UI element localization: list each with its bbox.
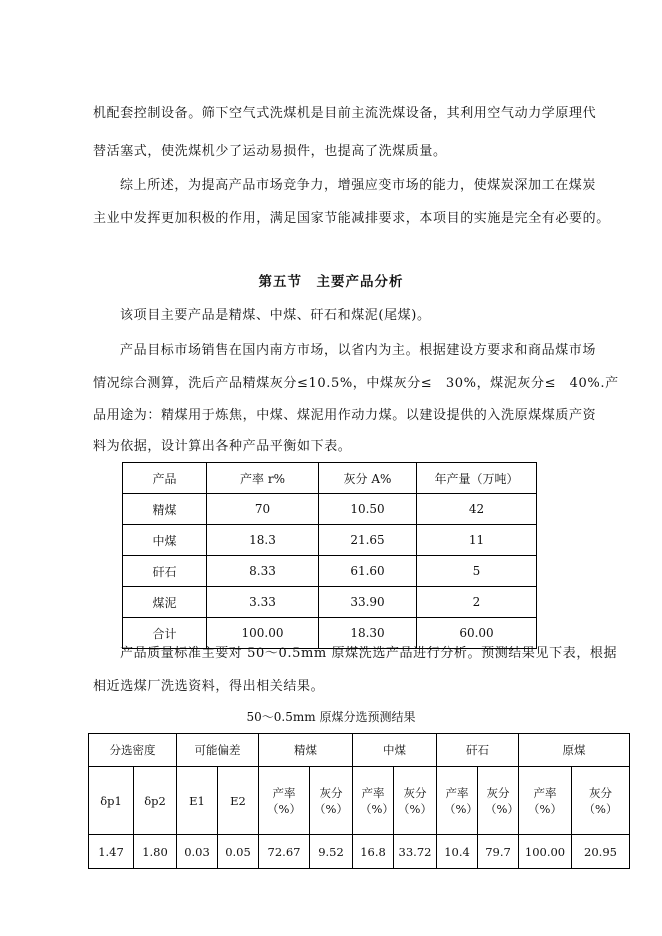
table-cell: 70 bbox=[207, 494, 319, 525]
header-cell: 灰分 A% bbox=[319, 463, 417, 494]
pct-label: （%） bbox=[267, 801, 301, 816]
paragraph-line: 主业中发挥更加积极的作用，满足国家节能减排要求，本项目的实施是完全有必要的。 bbox=[93, 211, 610, 226]
table-cell: 11 bbox=[417, 525, 537, 556]
paragraph-line: 替活塞式，使洗煤机少了运动易损件，也提高了洗煤质量。 bbox=[93, 144, 447, 159]
table-cell: 72.67 bbox=[259, 835, 310, 869]
paragraph-line: 品用途为：精煤用于炼焦，中煤、煤泥用作动力煤。以建设提供的入洗原煤煤质产资 bbox=[93, 408, 597, 423]
table-cell: 0.05 bbox=[218, 835, 259, 869]
table-cell: 60.00 bbox=[417, 618, 537, 649]
table-header-row bbox=[123, 463, 537, 494]
ash-label: 灰分（%） bbox=[485, 785, 519, 816]
table-cell: 10.50 bbox=[319, 494, 417, 525]
table-cell: 矸石 bbox=[123, 556, 207, 587]
header-cell: 产率 r% bbox=[207, 463, 319, 494]
table-cell: 33.90 bbox=[319, 587, 417, 618]
ash-label: 灰分 bbox=[589, 785, 612, 800]
table-cell: 21.65 bbox=[319, 525, 417, 556]
paragraph-line: 机配套控制设备。筛下空气式洗煤机是目前主流洗煤设备，其利用空气动力学原理代 bbox=[93, 106, 597, 121]
header-cell bbox=[572, 767, 630, 835]
table-cell: 2 bbox=[417, 587, 537, 618]
header-cell: δp2 bbox=[134, 767, 177, 835]
header-cell bbox=[519, 767, 572, 835]
table-cell: 3.33 bbox=[207, 587, 319, 618]
ash-label: 灰分 bbox=[403, 785, 427, 800]
pct-label: （%） bbox=[398, 801, 432, 816]
header-cell: 产品 bbox=[123, 463, 207, 494]
header-cell bbox=[478, 767, 519, 835]
table-cell: 100.00 bbox=[519, 835, 572, 869]
header-cell: E1 bbox=[177, 767, 218, 835]
table-row bbox=[123, 525, 537, 556]
table-cell: 煤泥 bbox=[123, 587, 207, 618]
table-cell: 42 bbox=[417, 494, 537, 525]
table-row bbox=[123, 494, 537, 525]
header-cell: E2 bbox=[218, 767, 259, 835]
paragraph-line: 相近选煤厂洗选资料，得出相关结果。 bbox=[93, 679, 325, 694]
table-cell: 1.80 bbox=[134, 835, 177, 869]
table-cell: 18.30 bbox=[319, 618, 417, 649]
separation-forecast-table bbox=[88, 733, 630, 869]
table-cell: 中煤 bbox=[123, 525, 207, 556]
header-cell: 年产量（万吨） bbox=[417, 463, 537, 494]
table-cell: 100.00 bbox=[207, 618, 319, 649]
table-cell: 33.72 bbox=[394, 835, 437, 869]
pct-label: （%） bbox=[528, 801, 562, 816]
header-cell: 分选密度 bbox=[89, 734, 177, 767]
header-cell bbox=[259, 767, 310, 835]
table-cell: 0.03 bbox=[177, 835, 218, 869]
rate-label: 产率（%） bbox=[444, 785, 478, 816]
table-cell: 合计 bbox=[123, 618, 207, 649]
table-subheader-row bbox=[89, 767, 630, 835]
header-cell: 原煤 bbox=[519, 734, 630, 767]
table-cell: 9.52 bbox=[310, 835, 353, 869]
header-cell bbox=[394, 767, 437, 835]
table-cell: 5 bbox=[417, 556, 537, 587]
ash-label: 灰分 bbox=[319, 785, 343, 800]
rate-label: 产率 bbox=[272, 785, 296, 800]
header-cell bbox=[437, 767, 478, 835]
table-row bbox=[89, 835, 630, 869]
header-cell bbox=[353, 767, 394, 835]
table-cell: 10.4 bbox=[437, 835, 478, 869]
header-cell: 矸石 bbox=[437, 734, 519, 767]
header-cell bbox=[310, 767, 353, 835]
table-cell: 1.47 bbox=[89, 835, 134, 869]
header-cell: 中煤 bbox=[353, 734, 437, 767]
table-cell: 8.33 bbox=[207, 556, 319, 587]
header-cell: δp1 bbox=[89, 767, 134, 835]
table-caption: 50～0.5mm 原煤分选预测结果 bbox=[246, 710, 416, 724]
table-cell: 16.8 bbox=[353, 835, 394, 869]
rate-label: 产率 bbox=[533, 785, 557, 800]
header-cell: 可能偏差 bbox=[177, 734, 259, 767]
paragraph-line: 该项目主要产品是精煤、中煤、矸石和煤泥(尾煤)。 bbox=[120, 308, 431, 323]
header-cell: 精煤 bbox=[259, 734, 353, 767]
table-header-row bbox=[89, 734, 630, 767]
table-row bbox=[123, 587, 537, 618]
table-cell: 79.7 bbox=[478, 835, 519, 869]
paragraph-line: 产品质量标准主要对 50～0.5mm 原煤洗选产品进行分析。预测结果见下表，根据 bbox=[120, 646, 618, 661]
table-cell: 18.3 bbox=[207, 525, 319, 556]
paragraph-line: 情况综合测算，洗后产品精煤灰分≤10.5%，中煤灰分≤ 30%，煤泥灰分≤ 40%.产 bbox=[93, 376, 619, 391]
table-cell: 61.60 bbox=[319, 556, 417, 587]
pct-label: （%） bbox=[583, 801, 618, 816]
table-cell: 精煤 bbox=[123, 494, 207, 525]
section-title: 第五节 主要产品分析 bbox=[258, 274, 404, 290]
table-row bbox=[123, 556, 537, 587]
product-balance-table bbox=[122, 462, 537, 649]
pct-label: （%） bbox=[314, 801, 348, 816]
paragraph-line: 产品目标市场销售在国内南方市场，以省内为主。根据建设方要求和商品煤市场 bbox=[120, 343, 597, 358]
rate-label: 产率（%） bbox=[360, 785, 394, 816]
paragraph-line: 综上所述，为提高产品市场竞争力，增强应变市场的能力，使煤炭深加工在煤炭 bbox=[120, 178, 597, 193]
table-cell: 20.95 bbox=[572, 835, 630, 869]
paragraph-line: 料为依据，设计算出各种产品平衡如下表。 bbox=[93, 439, 352, 454]
